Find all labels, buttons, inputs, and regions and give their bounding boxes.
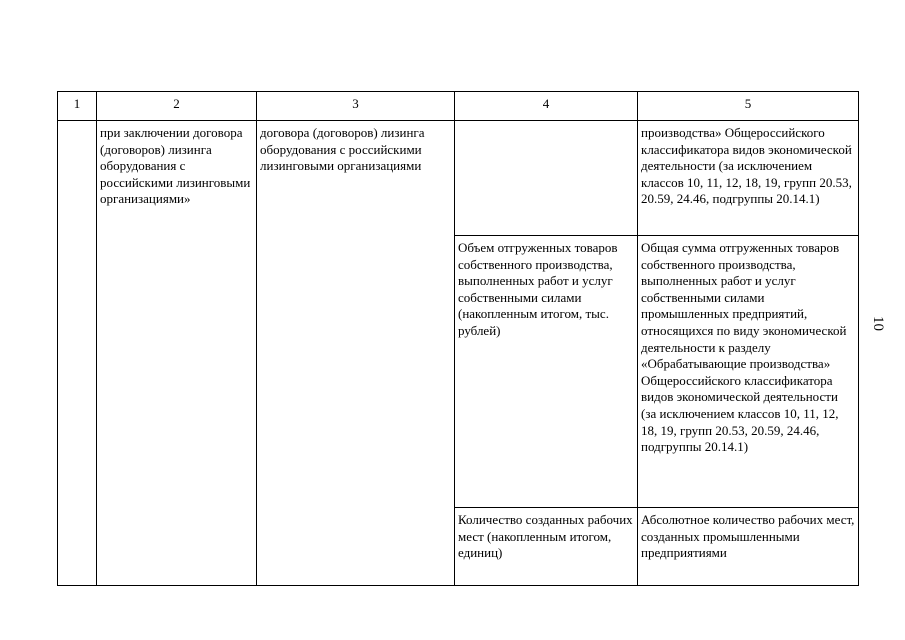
header-col-1: 1 bbox=[58, 92, 97, 121]
cell-col-3: договора (договоров) лизинга оборудования с российскими лизинговыми организациями bbox=[257, 121, 455, 586]
page-number: 10 bbox=[870, 316, 886, 331]
cell-col-5: Общая сумма отгруженных товаров собственного производства, выполненных работ и услуг собственными силами промышленных предприятий, относящихся по виду экономической деятельности к разделу «Обрабатывающие производства» Общероссийского классификатора видов экономической деятельности (за исключением классов 10, 11, 12, 18, 19, групп 20.53, 20.59, 24.46, подгруппы 20.14.1) bbox=[638, 236, 859, 508]
header-col-4: 4 bbox=[455, 92, 638, 121]
table-row bbox=[58, 121, 859, 236]
header-col-3: 3 bbox=[257, 92, 455, 121]
cell-col-2: при заключении договора (договоров) лизинга оборудования с российскими лизинговыми организациями» bbox=[97, 121, 257, 586]
cell-col-1 bbox=[58, 121, 97, 586]
data-table bbox=[57, 91, 859, 586]
cell-col-5: Абсолютное количество рабочих мест, созданных промышленными предприятиями bbox=[638, 508, 859, 586]
cell-col-5: производства» Общероссийского классификатора видов экономической деятельности (за исключением классов 10, 11, 12, 18, 19, групп 20.53, 20.59, 24.46, подгруппы 20.14.1) bbox=[638, 121, 859, 236]
cell-col-4 bbox=[455, 121, 638, 236]
header-col-2: 2 bbox=[97, 92, 257, 121]
header-col-5: 5 bbox=[638, 92, 859, 121]
header-row bbox=[58, 92, 859, 121]
cell-col-4: Объем отгруженных товаров собственного производства, выполненных работ и услуг собственными силами (накопленным итогом, тыс. рублей) bbox=[455, 236, 638, 508]
cell-col-4: Количество созданных рабочих мест (накопленным итогом, единиц) bbox=[455, 508, 638, 586]
